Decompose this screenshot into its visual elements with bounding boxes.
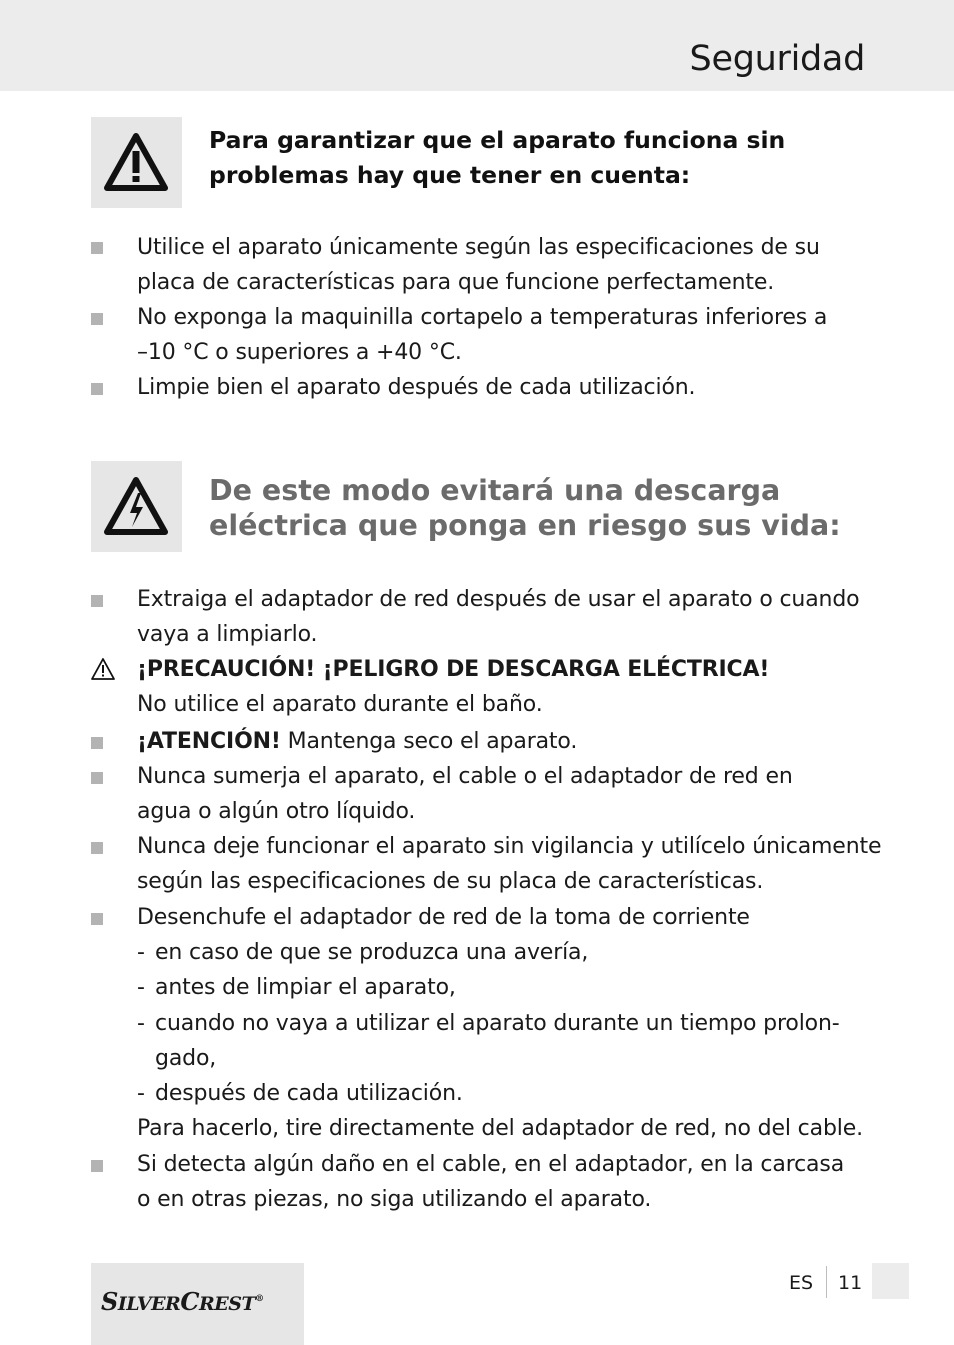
warning-triangle-icon xyxy=(101,130,171,194)
caution-text: No utilice el aparato durante el baño. xyxy=(137,692,543,717)
list-item-line: Nunca deje funcionar el aparato sin vigilancia y utilícelo únicamente xyxy=(137,834,882,859)
list-item xyxy=(137,370,695,405)
list-item-line: o en otras piezas, no siga utilizando el aparato. xyxy=(137,1187,652,1212)
list-item-line: Si detecta algún daño en el cable, en el adaptador, en la carcasa xyxy=(137,1152,845,1177)
sub-list-item: en caso de que se produzca una avería, xyxy=(155,940,589,965)
list-item-line: vaya a limpiarlo. xyxy=(137,622,318,647)
list-item xyxy=(137,230,820,300)
bullet xyxy=(91,842,103,854)
list-item-line: No exponga la maquinilla cortapelo a temperaturas inferiores a xyxy=(137,305,828,330)
list-item-line: Nunca sumerja el aparato, el cable o el adaptador de red en xyxy=(137,764,793,789)
attention-text: Mantenga seco el aparato. xyxy=(280,729,578,754)
attention-item xyxy=(137,724,577,759)
section2-heading-line1: De este modo evitará una descarga xyxy=(209,474,781,507)
electric-shock-warning-icon xyxy=(101,474,171,538)
list-item xyxy=(137,300,827,370)
section2-heading xyxy=(209,473,841,543)
page-number: 11 xyxy=(838,1272,863,1294)
brand-logo-box xyxy=(91,1263,304,1345)
language-code: ES xyxy=(789,1272,814,1294)
bullet xyxy=(91,913,103,925)
list-item xyxy=(137,582,859,652)
bullet xyxy=(91,242,103,254)
bullet xyxy=(91,383,103,395)
warning-small-icon xyxy=(90,657,116,681)
page-title: Seguridad xyxy=(689,39,865,79)
corner-tab xyxy=(872,1263,909,1299)
list-item xyxy=(137,1147,844,1217)
bullet xyxy=(91,1160,103,1172)
list-item-line: según las especificaciones de su placa de características. xyxy=(137,869,764,894)
list-item-line: Utilice el aparato únicamente según las especificaciones de su xyxy=(137,235,820,260)
bullet xyxy=(91,737,103,749)
list-item-line: agua o algún otro líquido. xyxy=(137,799,416,824)
sub-list-item: antes de limpiar el aparato, xyxy=(155,975,456,1000)
footer-separator xyxy=(826,1266,827,1298)
bullet xyxy=(91,313,103,325)
dash-marker: - xyxy=(137,975,145,1000)
unplug-note: Para hacerlo, tire directamente del adaptador de red, no del cable. xyxy=(137,1116,863,1141)
caution-heading: ¡PRECAUCIÓN! ¡PELIGRO DE DESCARGA ELÉCTRICA! xyxy=(137,657,770,682)
section1-heading-line1: Para garantizar que el aparato funciona sin xyxy=(209,126,786,154)
list-item xyxy=(137,829,881,899)
sub-list-item: cuando no vaya a utilizar el aparato durante un tiempo prolon- xyxy=(155,1011,840,1036)
dash-marker: - xyxy=(137,1081,145,1106)
section1-heading-line2: problemas hay que tener en cuenta: xyxy=(209,161,691,189)
section1-heading xyxy=(209,123,785,193)
dash-marker: - xyxy=(137,940,145,965)
list-item xyxy=(137,759,793,829)
sub-list-item: después de cada utilización. xyxy=(155,1081,463,1106)
list-item-line: –10 °C o superiores a +40 °C. xyxy=(137,340,462,365)
sub-list-item-continuation: gado, xyxy=(155,1046,217,1071)
warning-icon-box xyxy=(91,117,182,208)
brand-logo: SILVERCREST® xyxy=(101,1287,264,1316)
section2-heading-line2: eléctrica que ponga en riesgo sus vida: xyxy=(209,509,841,542)
list-item-line: Limpie bien el aparato después de cada utilización. xyxy=(137,375,696,400)
list-item: Desenchufe el adaptador de red de la toma de corriente xyxy=(137,905,750,930)
list-item-line: placa de características para que funcione perfectamente. xyxy=(137,270,775,295)
dash-marker: - xyxy=(137,1011,145,1036)
bullet xyxy=(91,772,103,784)
caution-item xyxy=(137,652,769,722)
attention-label: ¡ATENCIÓN! xyxy=(137,729,281,754)
bullet xyxy=(91,595,103,607)
list-item-line: Extraiga el adaptador de red después de usar el aparato o cuando xyxy=(137,587,860,612)
electric-warning-icon-box xyxy=(91,461,182,552)
